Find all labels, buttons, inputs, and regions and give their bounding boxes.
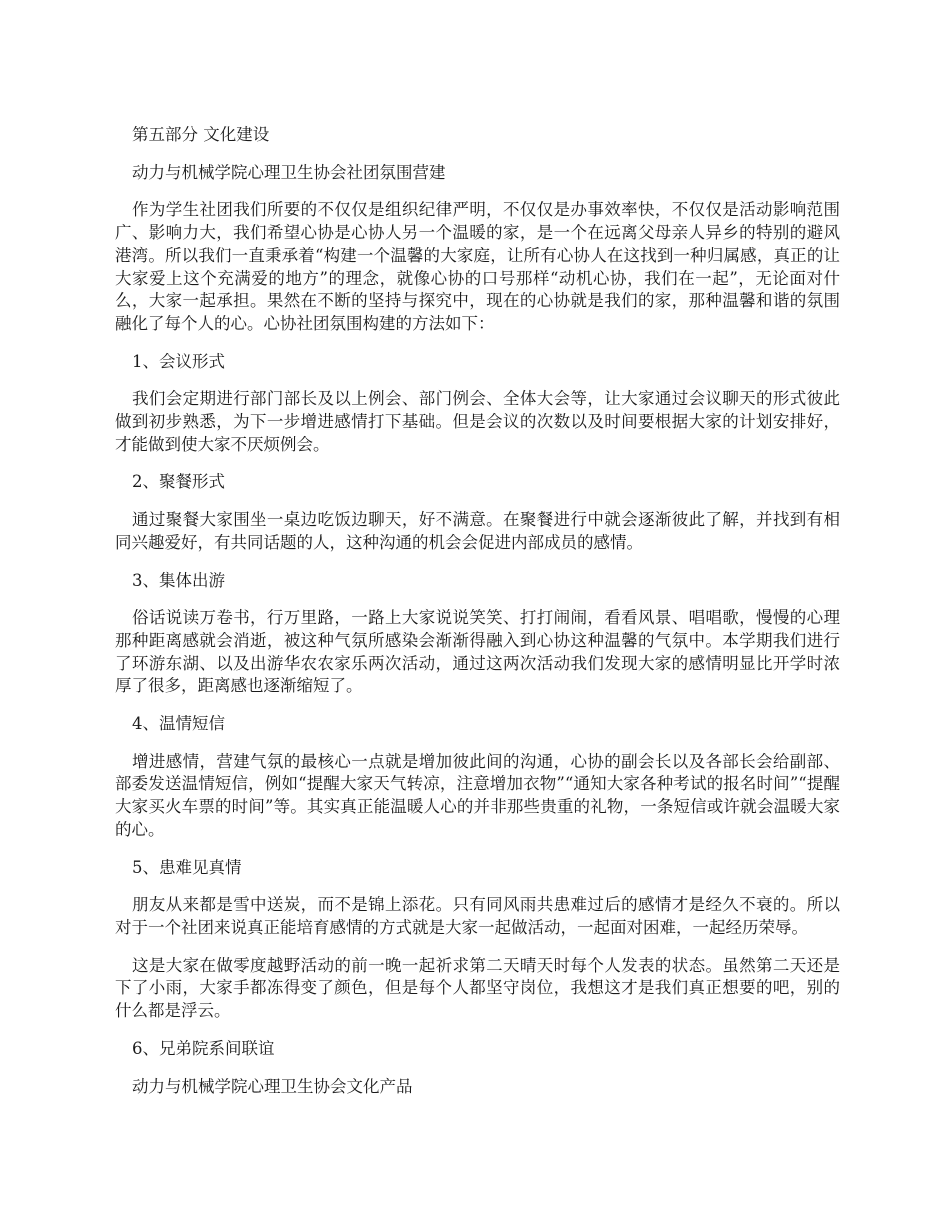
- item-heading-sms: 4、温情短信: [132, 714, 225, 734]
- culture-products-title: 动力与机械学院心理卫生协会文化产品: [132, 1076, 413, 1096]
- outing-paragraph: 俗话说读万卷书，行万里路，一路上大家说说笑笑、打打闹闹，看看风景、唱唱歌，慢慢的心理那种距离感就会消逝，被这种气氛所感染会渐渐得融入到心协这种温馨的气氛中。本学期我们进行了环游东湖、以及出游华农农家乐两次活动，通过这两次活动我们发现大家的感情明显比开学时浓厚了很多，距离感也逐渐缩短了。: [115, 608, 840, 696]
- item-heading-outing: 3、集体出游: [132, 570, 225, 590]
- item-heading-meeting: 1、会议形式: [132, 351, 225, 371]
- item-heading-dinner: 2、聚餐形式: [132, 472, 225, 492]
- meeting-paragraph: 我们会定期进行部门部长及以上例会、部门例会、全体大会等，让大家通过会议聊天的形式彼此做到初步熟悉，为下一步增进感情打下基础。但是会议的次数以及时间要根据大家的计划安排好，才能做到使大家不厌烦例会。: [115, 389, 840, 454]
- intro-paragraph: 作为学生社团我们所要的不仅仅是组织纪律严明，不仅仅是办事效率快，不仅仅是活动影响范围广、影响力大，我们希望心协是心协人另一个温暖的家，是一个在远离父母亲人异乡的特别的避风港湾。所以我们一直秉承着“构建一个温馨的大家庭，让所有心协人在这找到一种归属感，真正的让大家爱上这个充满爱的地方”的理念，就像心协的口号那样“动机心协，我们在一起”，无论面对什么，大家一起承担。果然在不断的坚持与探究中，现在的心协就是我们的家，那种温馨和谐的氛围融化了每个人的心。心协社团氛围构建的方法如下：: [115, 200, 840, 333]
- item-heading-hardship: 5、患难见真情: [132, 857, 242, 877]
- section-title: 第五部分 文化建设: [132, 125, 270, 144]
- hardship-paragraph-2: 这是大家在做零度越野活动的前一晚一起祈求第二天晴天时每个人发表的状态。虽然第二天还是下了小雨，大家手都冻得变了颜色，但是每个人都坚守岗位，我想这才是我们真正想要的吧，别的什么都是浮云。: [115, 955, 840, 1021]
- sms-paragraph: 增进感情，营建气氛的最核心一点就是增加彼此间的沟通，心协的副会长以及各部长会给副部、部委发送温情短信，例如“提醒大家天气转凉，注意增加衣物”“通知大家各种考试的报名时间”“提醒大家买火车票的时间”等。其实真正能温暖人心的并非那些贵重的礼物，一条短信或许就会温暖大家的心。: [115, 751, 840, 839]
- item-heading-fellowship: 6、兄弟院系间联谊: [132, 1038, 275, 1058]
- dinner-paragraph: 通过聚餐大家围坐一桌边吃饭边聊天，好不满意。在聚餐进行中就会逐渐彼此了解，并找到有相同兴趣爱好，有共同话题的人，这种沟通的机会会促进内部成员的感情。: [115, 510, 840, 552]
- hardship-paragraph: 朋友从来都是雪中送炭，而不是锦上添花。只有同风雨共患难过后的感情才是经久不衰的。所以对于一个社团来说真正能培育感情的方式就是大家一起做活动，一起面对困难，一起经历荣辱。: [115, 895, 840, 937]
- subsection-title: 动力与机械学院心理卫生协会社团氛围营建: [132, 162, 446, 182]
- document-page: [115, 124, 840, 1113]
